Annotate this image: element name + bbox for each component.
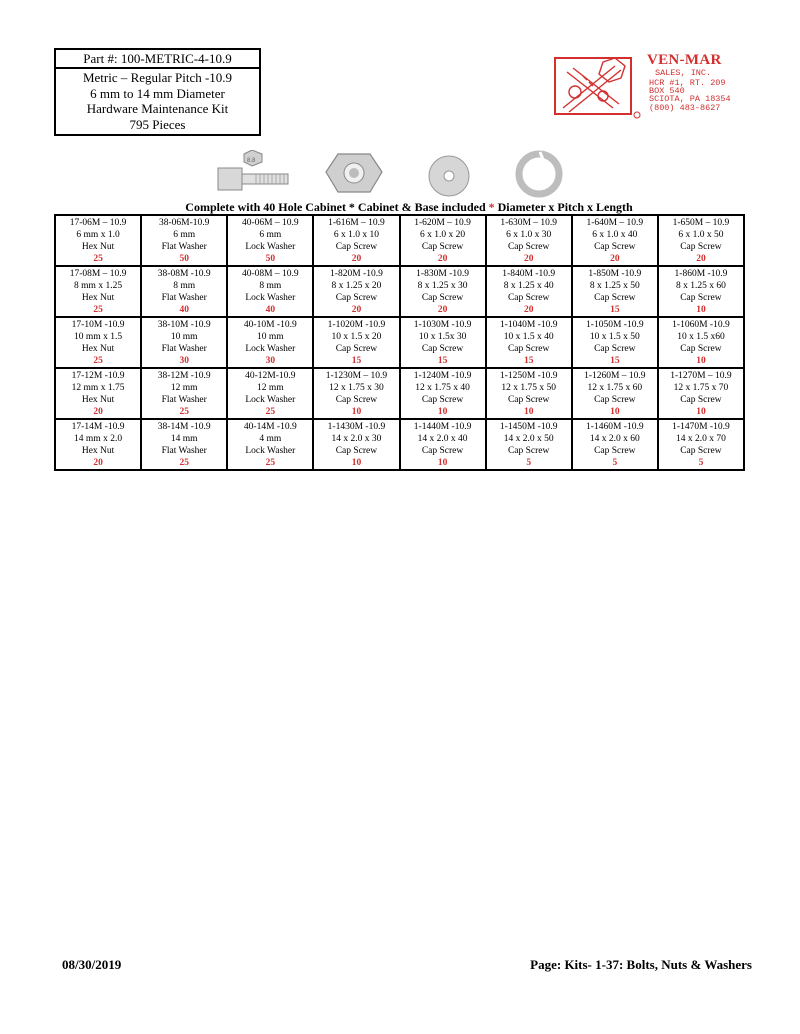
bolt-icon bbox=[218, 150, 288, 190]
part-quantity: 20 bbox=[351, 305, 362, 315]
part-code: 1-1050M -10.9 bbox=[586, 320, 644, 330]
part-type: Cap Screw bbox=[335, 293, 378, 303]
part-quantity: 20 bbox=[351, 254, 362, 264]
part-code: 1-1450M -10.9 bbox=[499, 422, 558, 432]
part-quantity: 20 bbox=[523, 254, 534, 264]
part-type: Cap Screw bbox=[594, 395, 636, 405]
part-size: 12 x 1.75 x 60 bbox=[587, 383, 643, 393]
part-type: Cap Screw bbox=[594, 446, 636, 456]
logo-mark-icon bbox=[553, 52, 643, 122]
part-quantity: 25 bbox=[265, 407, 276, 417]
part-code: 1-1040M -10.9 bbox=[499, 320, 558, 330]
part-code: 1-1020M -10.9 bbox=[327, 320, 386, 330]
part-type: Flat Washer bbox=[161, 446, 207, 456]
part-type: Lock Washer bbox=[245, 293, 296, 303]
part-quantity: 15 bbox=[610, 305, 620, 315]
part-size: 6 x 1.0 x 50 bbox=[678, 230, 724, 240]
part-size: 6 mm bbox=[173, 230, 196, 240]
part-type: Flat Washer bbox=[161, 293, 207, 303]
part-type: Cap Screw bbox=[421, 395, 464, 405]
kit-description-line: 6 mm to 14 mm Diameter bbox=[90, 85, 225, 101]
part-code: 1-1060M -10.9 bbox=[672, 320, 730, 330]
part-cell bbox=[400, 419, 486, 470]
part-quantity: 20 bbox=[93, 407, 103, 417]
part-quantity: 40 bbox=[179, 305, 189, 315]
part-quantity: 10 bbox=[610, 407, 620, 417]
kit-description-line: Metric – Regular Pitch -10.9 bbox=[82, 70, 233, 85]
part-size: 6 x 1.0 x 10 bbox=[333, 230, 379, 240]
part-cell bbox=[55, 317, 141, 368]
logo-line: (800) 483-8627 bbox=[649, 103, 721, 113]
part-code: 1-1440M -10.9 bbox=[413, 422, 472, 432]
company-logo bbox=[553, 52, 753, 122]
part-type: Cap Screw bbox=[507, 446, 550, 456]
part-cell bbox=[572, 317, 658, 368]
part-quantity: 5 bbox=[698, 458, 704, 468]
part-info-box bbox=[54, 48, 261, 136]
flat-washer-icon bbox=[429, 156, 469, 196]
part-cell bbox=[486, 368, 572, 419]
caption-asterisk: * bbox=[488, 200, 495, 214]
part-quantity: 20 bbox=[696, 254, 706, 264]
part-size: 10 mm x 1.5 bbox=[74, 332, 123, 342]
part-type: Cap Screw bbox=[335, 344, 378, 354]
part-size: 6 x 1.0 x 40 bbox=[592, 230, 638, 240]
kit-description-line: Hardware Maintenance Kit bbox=[86, 101, 229, 116]
part-size: 12 mm x 1.75 bbox=[71, 383, 125, 393]
part-code: 1-640M – 10.9 bbox=[586, 218, 644, 228]
part-size: 12 x 1.75 x 50 bbox=[501, 383, 556, 393]
logo-brand: VEN-MAR bbox=[647, 52, 722, 68]
part-size: 8 x 1.25 x 20 bbox=[331, 281, 382, 291]
part-size: 10 x 1.5x 30 bbox=[418, 332, 467, 342]
part-cell bbox=[658, 266, 744, 317]
part-size: 10 x 1.5 x 20 bbox=[331, 332, 382, 342]
part-code: 40-10M -10.9 bbox=[243, 320, 297, 330]
part-cell bbox=[313, 215, 399, 266]
part-type: Hex Nut bbox=[81, 242, 115, 252]
part-type: Cap Screw bbox=[507, 344, 550, 354]
part-size: 14 mm x 2.0 bbox=[74, 434, 123, 444]
part-size: 14 x 2.0 x 30 bbox=[331, 434, 382, 444]
part-code: 1-1230M – 10.9 bbox=[325, 371, 388, 381]
part-type: Flat Washer bbox=[161, 242, 207, 252]
part-size: 6 x 1.0 x 30 bbox=[506, 230, 552, 240]
part-cell bbox=[486, 215, 572, 266]
part-type: Lock Washer bbox=[245, 395, 296, 405]
part-size: 14 x 2.0 x 70 bbox=[676, 434, 726, 444]
part-quantity: 10 bbox=[437, 458, 448, 468]
part-type: Cap Screw bbox=[680, 242, 722, 252]
part-type: Cap Screw bbox=[680, 344, 722, 354]
part-quantity: 25 bbox=[265, 458, 276, 468]
logo-line: SCIOTA, PA 18354 bbox=[649, 94, 731, 104]
part-type: Cap Screw bbox=[594, 293, 636, 303]
part-code: 40-06M – 10.9 bbox=[241, 218, 299, 228]
footer-date: 08/30/2019 bbox=[62, 957, 122, 972]
part-cell bbox=[486, 266, 572, 317]
part-quantity: 50 bbox=[265, 254, 276, 264]
part-cell bbox=[227, 368, 313, 419]
caption-text-end: Diameter x Pitch x Length bbox=[494, 200, 633, 214]
part-size: 10 mm bbox=[256, 332, 284, 342]
logo-line: SALES, INC. bbox=[655, 68, 712, 78]
part-code: 17-08M – 10.9 bbox=[69, 269, 127, 279]
lock-washer-icon bbox=[519, 152, 559, 194]
part-cell bbox=[313, 419, 399, 470]
part-code: 1-840M -10.9 bbox=[502, 269, 556, 279]
part-code: 1-1250M -10.9 bbox=[499, 371, 558, 381]
part-size: 12 x 1.75 x 70 bbox=[673, 383, 729, 393]
part-code: 1-616M – 10.9 bbox=[328, 218, 385, 228]
part-size: 12 x 1.75 x 30 bbox=[329, 383, 384, 393]
part-code: 17-14M -10.9 bbox=[71, 422, 125, 432]
part-cell bbox=[486, 317, 572, 368]
part-quantity: 20 bbox=[610, 254, 620, 264]
part-size: 14 x 2.0 x 40 bbox=[417, 434, 468, 444]
part-code: 1-1260M – 10.9 bbox=[584, 371, 646, 381]
part-cell bbox=[658, 419, 744, 470]
part-type: Hex Nut bbox=[81, 344, 115, 354]
part-quantity: 10 bbox=[351, 407, 362, 417]
part-code: 1-1240M -10.9 bbox=[413, 371, 472, 381]
part-quantity: 15 bbox=[610, 356, 620, 366]
part-cell bbox=[227, 215, 313, 266]
part-type: Hex Nut bbox=[81, 293, 115, 303]
part-quantity: 25 bbox=[93, 356, 103, 366]
part-type: Lock Washer bbox=[245, 242, 296, 252]
part-quantity: 5 bbox=[526, 458, 532, 468]
part-code: 1-1430M -10.9 bbox=[327, 422, 386, 432]
part-size: 8 x 1.25 x 40 bbox=[503, 281, 554, 291]
part-quantity: 25 bbox=[179, 407, 189, 417]
part-quantity: 10 bbox=[351, 458, 362, 468]
part-quantity: 10 bbox=[696, 305, 706, 315]
part-cell bbox=[572, 266, 658, 317]
part-quantity: 25 bbox=[93, 305, 103, 315]
part-cell bbox=[400, 266, 486, 317]
part-size: 8 x 1.25 x 50 bbox=[589, 281, 640, 291]
part-cell bbox=[227, 317, 313, 368]
table-row bbox=[55, 215, 744, 266]
part-cell bbox=[572, 419, 658, 470]
part-code: 40-14M -10.9 bbox=[243, 422, 297, 432]
part-quantity: 25 bbox=[93, 254, 103, 264]
kit-description-line: 795 Pieces bbox=[129, 116, 186, 132]
part-type: Cap Screw bbox=[335, 446, 378, 456]
table-row bbox=[55, 317, 744, 368]
part-type: Hex Nut bbox=[81, 395, 115, 405]
kit-caption bbox=[54, 200, 764, 214]
table-row bbox=[55, 419, 744, 470]
part-cell bbox=[141, 419, 227, 470]
logo-line: BOX 540 bbox=[649, 86, 685, 96]
part-code: 38-06M-10.9 bbox=[158, 218, 210, 228]
part-code: 38-08M -10.9 bbox=[157, 269, 211, 279]
part-quantity: 20 bbox=[437, 305, 448, 315]
part-quantity: 20 bbox=[523, 305, 534, 315]
part-quantity: 20 bbox=[437, 254, 448, 264]
part-size: 10 x 1.5 x 40 bbox=[503, 332, 554, 342]
part-code: 17-12M -10.9 bbox=[71, 371, 125, 381]
part-code: 38-10M -10.9 bbox=[157, 320, 211, 330]
part-quantity: 40 bbox=[265, 305, 276, 315]
part-type: Cap Screw bbox=[421, 293, 464, 303]
part-size: 10 x 1.5 x 50 bbox=[589, 332, 640, 342]
part-size: 8 mm bbox=[173, 281, 196, 291]
part-cell bbox=[55, 368, 141, 419]
part-code: 1-850M -10.9 bbox=[588, 269, 642, 279]
part-code: 40-08M – 10.9 bbox=[241, 269, 299, 279]
table-row bbox=[55, 266, 744, 317]
part-code: 40-12M-10.9 bbox=[245, 371, 296, 381]
part-cell bbox=[658, 215, 744, 266]
part-code: 1-830M -10.9 bbox=[416, 269, 469, 279]
part-size: 8 mm bbox=[259, 281, 282, 291]
part-size: 10 x 1.5 x60 bbox=[677, 332, 725, 342]
part-size: 8 mm x 1.25 bbox=[74, 281, 123, 291]
part-size: 14 x 2.0 x 60 bbox=[589, 434, 640, 444]
part-code: 1-1030M -10.9 bbox=[413, 320, 472, 330]
part-size: 14 x 2.0 x 50 bbox=[503, 434, 554, 444]
part-size: 4 mm bbox=[259, 434, 282, 444]
part-quantity: 30 bbox=[265, 356, 276, 366]
part-quantity: 15 bbox=[351, 356, 362, 366]
part-code: 38-12M -10.9 bbox=[157, 371, 211, 381]
part-type: Cap Screw bbox=[335, 395, 378, 405]
part-cell bbox=[141, 266, 227, 317]
part-size: 8 x 1.25 x 60 bbox=[676, 281, 726, 291]
part-size: 12 mm bbox=[170, 383, 198, 393]
logo-line: HCR #1, RT. 209 bbox=[649, 78, 726, 88]
part-cell bbox=[313, 317, 399, 368]
part-type: Flat Washer bbox=[161, 344, 207, 354]
part-code: 1-630M – 10.9 bbox=[500, 218, 558, 228]
svg-text:8.8: 8.8 bbox=[247, 158, 256, 164]
hardware-icons bbox=[210, 150, 590, 200]
part-type: Lock Washer bbox=[245, 446, 296, 456]
part-type: Cap Screw bbox=[421, 344, 464, 354]
part-type: Lock Washer bbox=[245, 344, 296, 354]
part-cell bbox=[486, 419, 572, 470]
part-type: Cap Screw bbox=[421, 242, 464, 252]
part-code: 1-650M – 10.9 bbox=[672, 218, 730, 228]
part-type: Cap Screw bbox=[507, 242, 550, 252]
part-type: Cap Screw bbox=[680, 293, 722, 303]
part-code: 1-620M – 10.9 bbox=[414, 218, 471, 228]
part-quantity: 10 bbox=[523, 407, 534, 417]
part-cell bbox=[141, 215, 227, 266]
part-code: 1-1470M -10.9 bbox=[672, 422, 730, 432]
part-size: 12 mm bbox=[256, 383, 284, 393]
part-type: Cap Screw bbox=[680, 395, 722, 405]
part-number: Part #: 100-METRIC-4-10.9 bbox=[56, 50, 259, 69]
part-cell bbox=[55, 215, 141, 266]
part-quantity: 5 bbox=[612, 458, 618, 468]
part-code: 38-14M -10.9 bbox=[157, 422, 211, 432]
part-size: 8 x 1.25 x 30 bbox=[417, 281, 468, 291]
part-cell bbox=[400, 215, 486, 266]
part-type: Cap Screw bbox=[507, 395, 550, 405]
part-quantity: 25 bbox=[179, 458, 189, 468]
part-cell bbox=[400, 368, 486, 419]
hex-nut-icon bbox=[326, 154, 382, 192]
part-cell bbox=[227, 419, 313, 470]
part-quantity: 10 bbox=[437, 407, 448, 417]
table-row bbox=[55, 368, 744, 419]
part-size: 6 mm bbox=[259, 230, 282, 240]
part-type: Hex Nut bbox=[81, 446, 115, 456]
part-code: 1-1460M -10.9 bbox=[586, 422, 644, 432]
parts-table bbox=[54, 214, 745, 471]
part-cell bbox=[141, 368, 227, 419]
part-code: 1-860M -10.9 bbox=[674, 269, 728, 279]
part-type: Cap Screw bbox=[680, 446, 722, 456]
part-quantity: 10 bbox=[696, 356, 706, 366]
part-code: 1-1270M – 10.9 bbox=[670, 371, 732, 381]
part-cell bbox=[141, 317, 227, 368]
part-cell bbox=[313, 368, 399, 419]
part-type: Cap Screw bbox=[335, 242, 378, 252]
part-size: 14 mm bbox=[170, 434, 198, 444]
footer-page-label: Page: Kits- 1-37: Bolts, Nuts & Washers bbox=[530, 957, 752, 972]
part-type: Cap Screw bbox=[507, 293, 550, 303]
part-size: 6 mm x 1.0 bbox=[76, 230, 120, 240]
part-cell bbox=[572, 368, 658, 419]
part-code: 17-06M – 10.9 bbox=[69, 218, 127, 228]
part-quantity: 30 bbox=[179, 356, 189, 366]
part-type: Cap Screw bbox=[594, 242, 636, 252]
part-code: 1-820M -10.9 bbox=[330, 269, 383, 279]
part-type: Cap Screw bbox=[421, 446, 464, 456]
part-cell bbox=[658, 317, 744, 368]
part-type: Flat Washer bbox=[161, 395, 207, 405]
part-size: 6 x 1.0 x 20 bbox=[420, 230, 466, 240]
part-cell bbox=[227, 266, 313, 317]
part-quantity: 20 bbox=[93, 458, 103, 468]
part-quantity: 50 bbox=[179, 254, 189, 264]
part-cell bbox=[400, 317, 486, 368]
part-quantity: 15 bbox=[523, 356, 534, 366]
part-cell bbox=[572, 215, 658, 266]
part-cell bbox=[658, 368, 744, 419]
part-cell bbox=[313, 266, 399, 317]
part-code: 17-10M -10.9 bbox=[71, 320, 125, 330]
part-cell bbox=[55, 419, 141, 470]
kit-description bbox=[56, 69, 259, 132]
part-type: Cap Screw bbox=[594, 344, 636, 354]
part-quantity: 15 bbox=[437, 356, 448, 366]
part-quantity: 10 bbox=[696, 407, 706, 417]
caption-text: Complete with 40 Hole Cabinet * Cabinet & Base included bbox=[185, 200, 489, 214]
part-size: 10 mm bbox=[170, 332, 198, 342]
part-cell bbox=[55, 266, 141, 317]
part-size: 12 x 1.75 x 40 bbox=[415, 383, 470, 393]
